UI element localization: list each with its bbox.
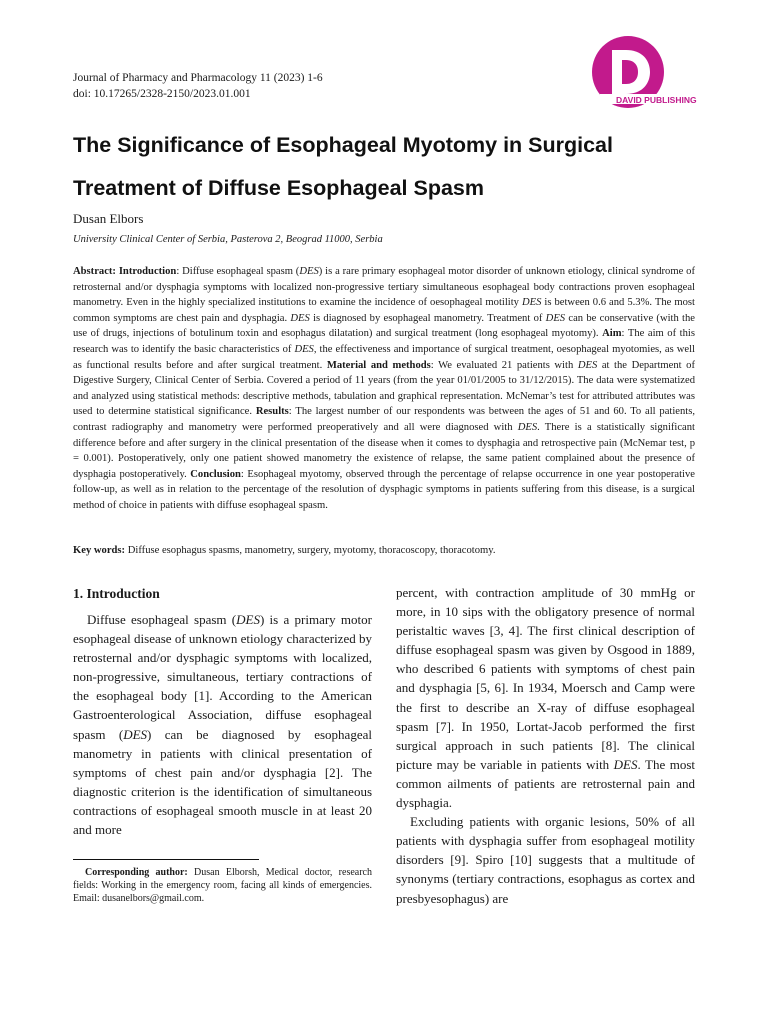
author-name: Dusan Elbors (73, 211, 144, 226)
section-heading: 1. Introduction (73, 586, 160, 601)
corresponding-author-footnote (73, 866, 372, 905)
abstract-text: : Esophageal myotomy, observed through the percentage of relapse occurrence in one year postoperative follow-up, as well as in relation to the percentage of the resolution of dysphagic symptoms in patients suffering from this disease, is a surgical method of choice in patients with diffuse esophageal spasm. (73, 468, 695, 511)
abstract-des-term: DES (545, 312, 566, 324)
abstract-text: : The aim of this research was to identify the basic characteristics of (73, 328, 695, 355)
body-text: . The most common ailments of patients are retrosternal pain and dysphagia. (396, 756, 695, 811)
abstract-text: is between 0.6 and 5.3%. The most common symptoms are chest pain and dysphagia. (73, 297, 695, 324)
abstract-des-term: DES (517, 421, 538, 433)
publisher-logo (592, 36, 732, 108)
body-text: ) can be diagnosed by esophageal manometry in patients with clinical presentation of symptoms of chest pain and/or dysphagia [2]. The diagnostic criterion is the identification of simultaneous contractions of esophageal smooth muscle in at least 20 and more (73, 726, 372, 838)
journal-header (73, 70, 323, 102)
abstract-text: . There is a statistically significant difference before and after surgery in the clinical presentation of the disease when it comes to dysphagia and retrospective pain (McNemar test, p = 0.001). Postoperatively, only one patient showed manometry the existence of relapse, the same patient complained about the presence of dysphagia postoperatively. (73, 421, 695, 480)
body-paragraph (73, 610, 372, 839)
abstract-methods-label: Material and methods (326, 359, 431, 371)
abstract-text: , the effectiveness and importance of surgical treatment, oesophageal myotomies, as well as functional results before and after surgical treatment. (73, 343, 695, 371)
abstract-aim-label: Aim (602, 328, 622, 340)
abstract-text: ) is a rare primary esophageal motor disorder of unknown etiology, clinical syndrome of retrosternal and/or dysphagia symptoms with localized non-progressive tertiary simultaneous esophageal body contractions proven esophageal manometry. Even in the highly specialized institutions to examine the incidence of oesophageal motility (73, 266, 695, 309)
abstract (73, 264, 695, 514)
body-paragraph: Excluding patients with organic lesions, 50% of all patients with dysphagia suffer from esophageal motility disorders [9]. Spiro [10] suggests that a multitude of synonyms (tertiary contractions, esophagus as cortex and presbyesophagus) are (396, 814, 695, 906)
footnote-text: Dusan Elborsh, Medical doctor, research fields: Working in the emergency room, facing all kinds of emergencies. Email: dusanelbors@gmail.com. (73, 867, 372, 904)
abstract-des-term: DES (294, 343, 314, 355)
publisher-logo-caption: DAVID PUBLISHING (616, 95, 697, 105)
des-term: DES (613, 756, 638, 772)
author-affiliation: University Clinical Center of Serbia, Pasterova 2, Beograd 11000, Serbia (73, 234, 383, 245)
abstract-results-label: Results (255, 406, 289, 418)
abstract-des-term: DES (577, 359, 598, 371)
abstract-text: at the Department of Digestive Surgery, Clinical Center of Serbia. Covered a period of 11 years (from the year 01/01/2005 to 31/12/2015). The data were systematized and analyzed using statistical methods: descriptive methods, tabulation and graphical representation. McNemar’s test for attributed attributes was used to determine statistical significance. (73, 359, 695, 418)
body-paragraph (396, 583, 695, 812)
footnote-rule (73, 859, 259, 860)
des-term: DES (123, 726, 148, 742)
keywords (73, 545, 695, 556)
des-term: DES (236, 612, 260, 627)
footnote-label: Corresponding author: (85, 867, 188, 878)
body-text: ) is a primary motor esophageal disease of unknown etiology characterized by retrosternal and/or dysphagic symptoms with localized, non-progressive, simultaneous, tertiary contractions of the esophageal body [1]. According to the American Gastroenterological Association, diffuse esophageal spasm ( (73, 612, 372, 742)
abstract-lead: Abstract: (73, 266, 119, 277)
body-column-right (396, 583, 695, 908)
journal-citation: Journal of Pharmacy and Pharmacology 11 (2023) 1-6 (73, 72, 323, 84)
abstract-text: : Diffuse esophageal spasm ( (176, 266, 300, 277)
publisher-logo-mark (592, 36, 732, 108)
doi[interactable]: doi: 10.17265/2328-2150/2023.01.001 (73, 88, 251, 100)
abstract-text: can be conservative (with the use of drugs, injections of botulinum toxin and esophagus dilatation) and surgical treatment (long esophageal myotomy). (73, 312, 695, 340)
abstract-text: : We evaluated 21 patients with (430, 359, 578, 371)
keywords-label: Key words: (73, 545, 126, 556)
paper-title: The Significance of Esophageal Myotomy in Surgical Treatment of Diffuse Esophageal Spasm (73, 133, 613, 200)
abstract-des-term: DES (521, 297, 542, 309)
abstract-des-term: DES (290, 312, 310, 324)
body-text: Diffuse esophageal spasm ( (87, 612, 237, 627)
abstract-text: : The largest number of our respondents was between the ages of 51 and 60. To all patients, contrast radiography and manometry were performed preoperatively and all were diagnosed with (73, 406, 696, 433)
abstract-introduction-label: Introduction (118, 266, 177, 277)
body-text: percent, with contraction amplitude of 30 mmHg or more, in 10 sips with the obligatory presence of normal peristaltic waves [3, 4]. The first clinical description of diffuse esophageal spasm was given by Osgood in 1889, who described 6 patients with symptoms of chest pain and dysphagia [5, 6]. In 1934, Moersch and Camp were the first to describe an X-ray of diffuse esophageal spasm [7]. In 1950, Lortat-Jacob performed the first surgical approach in such patients [8]. The clinical picture may be variable in patients with (396, 585, 695, 772)
keywords-text: Diffuse esophagus spasms, manometry, surgery, myotomy, thoracoscopy, thoracotomy. (125, 545, 496, 556)
abstract-text: is diagnosed by esophageal manometry. Treatment of (309, 312, 546, 324)
body-column-left (73, 584, 372, 839)
abstract-des-term: DES (299, 266, 319, 277)
abstract-conclusion-label: Conclusion (190, 468, 241, 480)
